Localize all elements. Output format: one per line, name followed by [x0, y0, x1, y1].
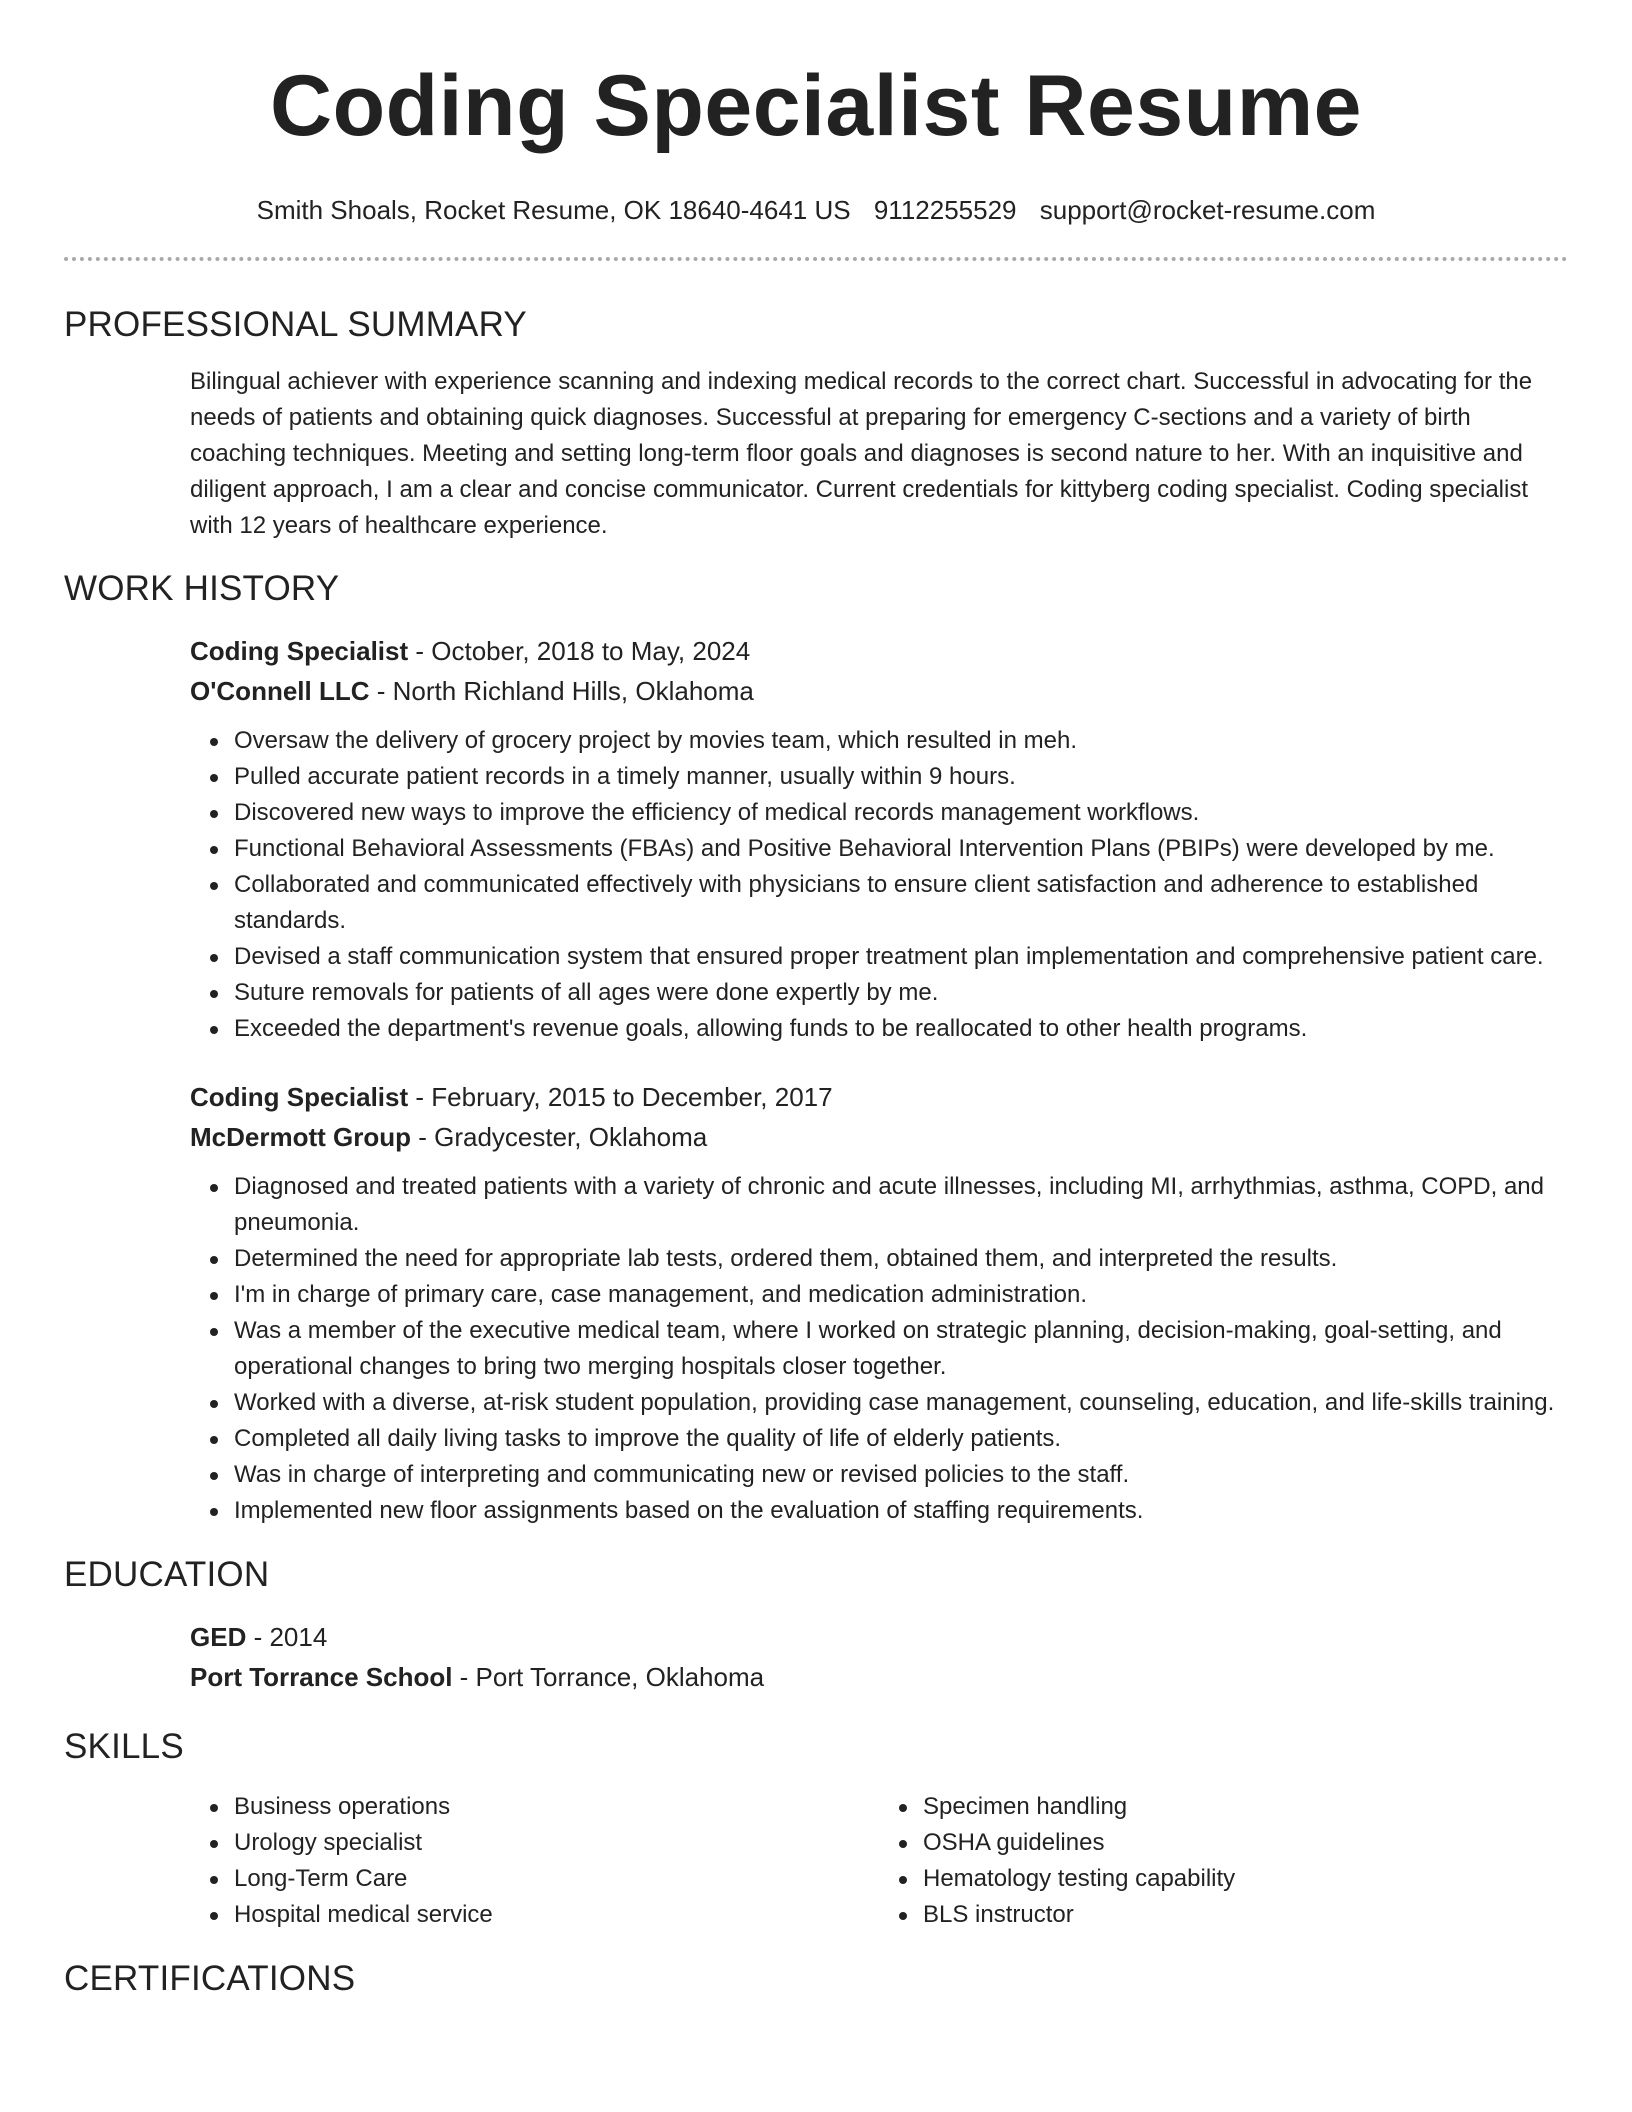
job-bullet: Devised a staff communication system that ensured proper treatment plan implementation and comprehensive patient care.	[234, 939, 1568, 975]
job-bullet: Functional Behavioral Assessments (FBAs) and Positive Behavioral Intervention Plans (PBIPs) were developed by me.	[234, 831, 1568, 867]
summary-text: Bilingual achiever with experience scanning and indexing medical records to the correct chart. Successful in advocating for the needs of patients and obtaining quick diagnoses. Successful at preparing for emergency C-sections and a variety of birth coaching techniques. Meeting and setting long-term floor goals and diagnoses is second nature to her. With an inquisitive and diligent approach, I am a clear and concise communicator. Current credentials for kittyberg coding specialist. Coding specialist with 12 years of healthcare experience.	[190, 368, 1533, 539]
job-company-line	[190, 1117, 1568, 1157]
job-bullet: Oversaw the delivery of grocery project by movies team, which resulted in meh.	[234, 723, 1568, 759]
summary-heading: PROFESSIONAL SUMMARY	[64, 305, 527, 344]
resume-title: Coding Specialist Resume	[269, 58, 1363, 154]
education-school: Port Torrance School	[190, 1662, 453, 1692]
skills-heading: SKILLS	[64, 1727, 184, 1766]
skill-item: Urology specialist	[234, 1825, 879, 1861]
job-bullet: Diagnosed and treated patients with a variety of chronic and acute illnesses, including MI, arrhythmias, asthma, COPD, and pneumonia.	[234, 1169, 1568, 1241]
contact-phone: 9112255529	[873, 195, 1017, 225]
job-dates: - October, 2018 to May, 2024	[408, 636, 751, 666]
job-bullet: Determined the need for appropriate lab tests, ordered them, obtained them, and interpreted the results.	[234, 1241, 1568, 1277]
job-bullet: Suture removals for patients of all ages were done expertly by me.	[234, 975, 1568, 1011]
education-degree-line	[190, 1617, 1568, 1657]
job-bullet: Pulled accurate patient records in a timely manner, usually within 9 hours.	[234, 759, 1568, 795]
job-bullet: Worked with a diverse, at-risk student population, providing case management, counseling, education, and life-skills training.	[234, 1385, 1568, 1421]
education-location: - Port Torrance, Oklahoma	[452, 1662, 765, 1692]
job-bullet: Collaborated and communicated effectively with physicians to ensure client satisfaction and adherence to established standards.	[234, 867, 1568, 939]
job-company: O'Connell LLC	[190, 676, 370, 706]
job-bullet: Was in charge of interpreting and communicating new or revised policies to the staff.	[234, 1457, 1568, 1493]
job-title-line	[190, 631, 1568, 671]
skill-item: OSHA guidelines	[923, 1825, 1568, 1861]
skills-list-left	[190, 1789, 879, 1933]
skill-item: BLS instructor	[923, 1897, 1568, 1933]
education-school-line	[190, 1657, 1568, 1697]
job-bullets	[190, 723, 1568, 1047]
job-title: Coding Specialist	[190, 636, 409, 666]
education-year: - 2014	[246, 1622, 328, 1652]
certifications-section	[64, 1957, 1568, 2001]
education-heading: EDUCATION	[64, 1555, 270, 1594]
contact-line	[64, 194, 1568, 226]
job-company-line	[190, 671, 1568, 711]
job-company: McDermott Group	[190, 1122, 411, 1152]
skill-item: Hospital medical service	[234, 1897, 879, 1933]
job-title: Coding Specialist	[190, 1082, 409, 1112]
job-entry	[64, 631, 1568, 1047]
skill-item: Hematology testing capability	[923, 1861, 1568, 1897]
job-dates: - February, 2015 to December, 2017	[408, 1082, 833, 1112]
contact-email: support@rocket-resume.com	[1039, 195, 1376, 225]
job-bullet: Discovered new ways to improve the efficiency of medical records management workflows.	[234, 795, 1568, 831]
job-bullet: Implemented new floor assignments based on the evaluation of staffing requirements.	[234, 1493, 1568, 1529]
job-bullet: I'm in charge of primary care, case management, and medication administration.	[234, 1277, 1568, 1313]
work-history-heading: WORK HISTORY	[64, 569, 340, 608]
job-bullet: Was a member of the executive medical team, where I worked on strategic planning, decision-making, goal-setting, and operational changes to bring two merging hospitals closer together.	[234, 1313, 1568, 1385]
skill-item: Long-Term Care	[234, 1861, 879, 1897]
job-location: - Gradycester, Oklahoma	[411, 1122, 708, 1152]
job-location: - North Richland Hills, Oklahoma	[369, 676, 754, 706]
job-title-line	[190, 1077, 1568, 1117]
skills-list-right	[879, 1789, 1568, 1933]
skills-section	[64, 1725, 1568, 1933]
education-section	[64, 1553, 1568, 1697]
job-bullets	[190, 1169, 1568, 1529]
skill-item: Business operations	[234, 1789, 879, 1825]
contact-address: Smith Shoals, Rocket Resume, OK 18640-4641 US	[256, 195, 851, 225]
job-bullet: Completed all daily living tasks to improve the quality of life of elderly patients.	[234, 1421, 1568, 1457]
skill-item: Specimen handling	[923, 1789, 1568, 1825]
certifications-heading: CERTIFICATIONS	[64, 1959, 356, 1998]
job-entry	[64, 1077, 1568, 1529]
education-degree: GED	[190, 1622, 247, 1652]
header-divider	[64, 257, 1568, 261]
job-bullet: Exceeded the department's revenue goals, allowing funds to be reallocated to other health programs.	[234, 1011, 1568, 1047]
summary-section	[64, 303, 1568, 544]
work-history-section	[64, 567, 1568, 1529]
